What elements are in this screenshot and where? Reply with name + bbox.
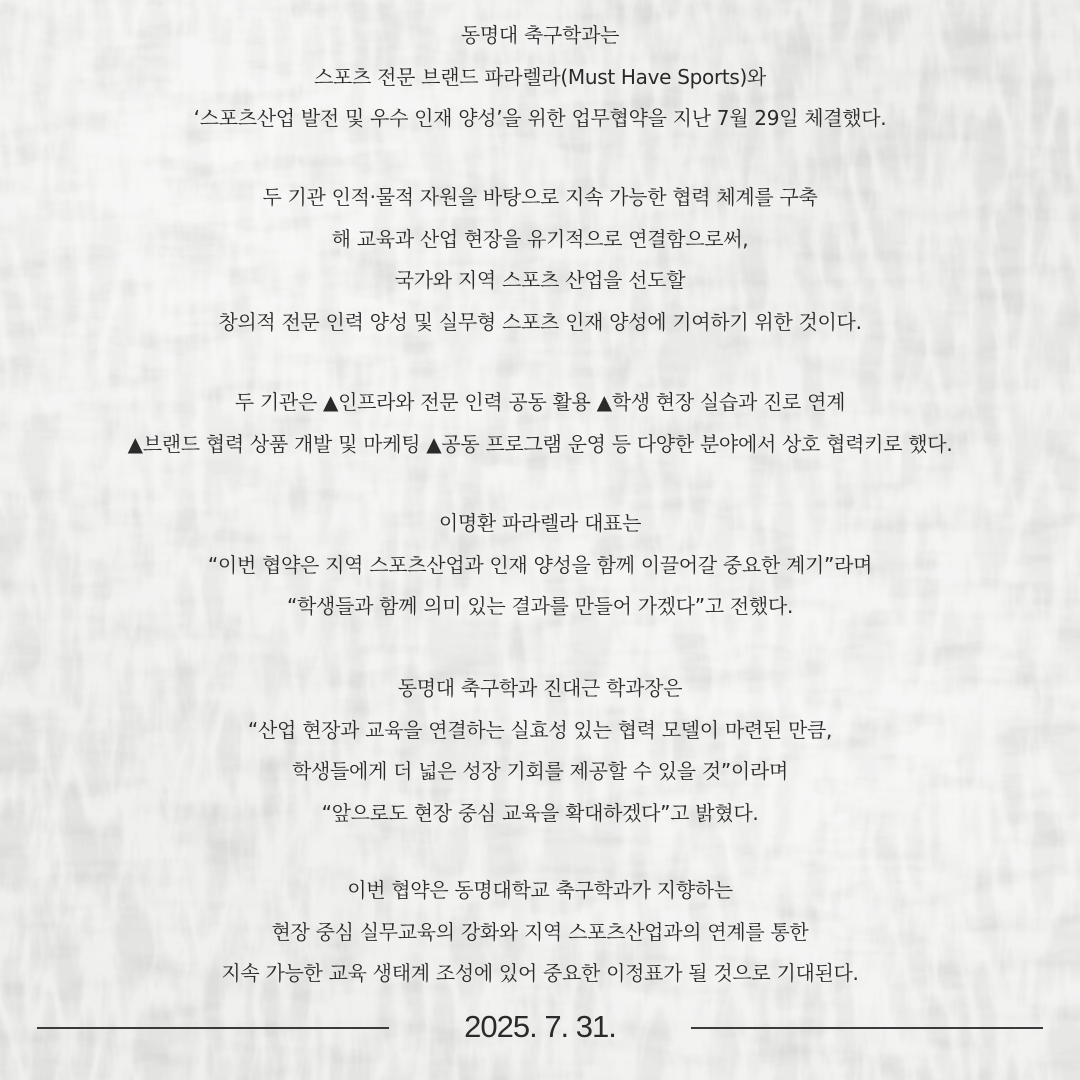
text-line: ‘스포츠산업 발전 및 우수 인재 양성’을 위한 업무협약을 지난 7월 29일 체결했다. — [193, 106, 887, 130]
text-line: 동명대 축구학과는 — [460, 23, 620, 47]
text-line: ▲브랜드 협력 상품 개발 및 마케팅 ▲공동 프로그램 운영 등 다양한 분야에서 상호 협력키로 했다. — [127, 431, 953, 456]
text-line: 스포츠 전문 브랜드 파라렐라(Must Have Sports)와 — [313, 64, 767, 89]
divider-left — [37, 1027, 389, 1029]
text-line: 해 교육과 산업 현장을 유기적으로 연결함으로써, — [331, 226, 749, 251]
paragraph-cooperation — [0, 382, 1080, 465]
text-line: 학생들에게 더 넓은 성장 기회를 제공할 수 있을 것”이라며 — [292, 759, 788, 783]
text-line: 현장 중심 실무교육의 강화와 지역 스포츠산업과의 연계를 통한 — [271, 919, 809, 944]
text-line: 이번 협약은 동명대학교 축구학과가 지향하는 — [347, 878, 733, 902]
text-line: “산업 현장과 교육을 연결하는 실효성 있는 협력 모델이 마련된 만큼, — [247, 717, 833, 742]
paragraph-dept-head-quote — [0, 668, 1080, 834]
publish-date: 2025. 7. 31. — [464, 1009, 616, 1044]
paragraph-agreement — [0, 15, 1080, 140]
paragraph-purpose — [0, 177, 1080, 343]
divider-right — [691, 1027, 1043, 1029]
text-line: 창의적 전문 인력 양성 및 실무형 스포츠 인재 양성에 기여하기 위한 것이다. — [218, 309, 862, 334]
paragraph-ceo-quote — [0, 503, 1080, 628]
paragraph-conclusion — [0, 870, 1080, 995]
text-line: 지속 가능한 교육 생태계 조성에 있어 중요한 이정표가 될 것으로 기대된다. — [221, 961, 859, 985]
text-line: “앞으로도 현장 중심 교육을 확대하겠다”고 밝혔다. — [321, 800, 759, 825]
footer — [0, 1000, 1080, 1056]
text-line: “이번 협약은 지역 스포츠산업과 인재 양성을 함께 이끌어갈 중요한 계기”라며 — [207, 552, 873, 577]
text-line: 동명대 축구학과 진대근 학과장은 — [397, 676, 683, 700]
text-line: 이명환 파라렐라 대표는 — [438, 511, 642, 535]
text-line: “학생들과 함께 의미 있는 결과를 만들어 가겠다”고 전했다. — [286, 594, 794, 618]
text-line: 국가와 지역 스포츠 산업을 선도할 — [394, 268, 686, 292]
text-line: 두 기관은 ▲인프라와 전문 인력 공동 활용 ▲학생 현장 실습과 진로 연계 — [234, 390, 846, 414]
text-line: 두 기관 인적·물적 자원을 바탕으로 지속 가능한 협력 체계를 구축 — [262, 185, 818, 209]
